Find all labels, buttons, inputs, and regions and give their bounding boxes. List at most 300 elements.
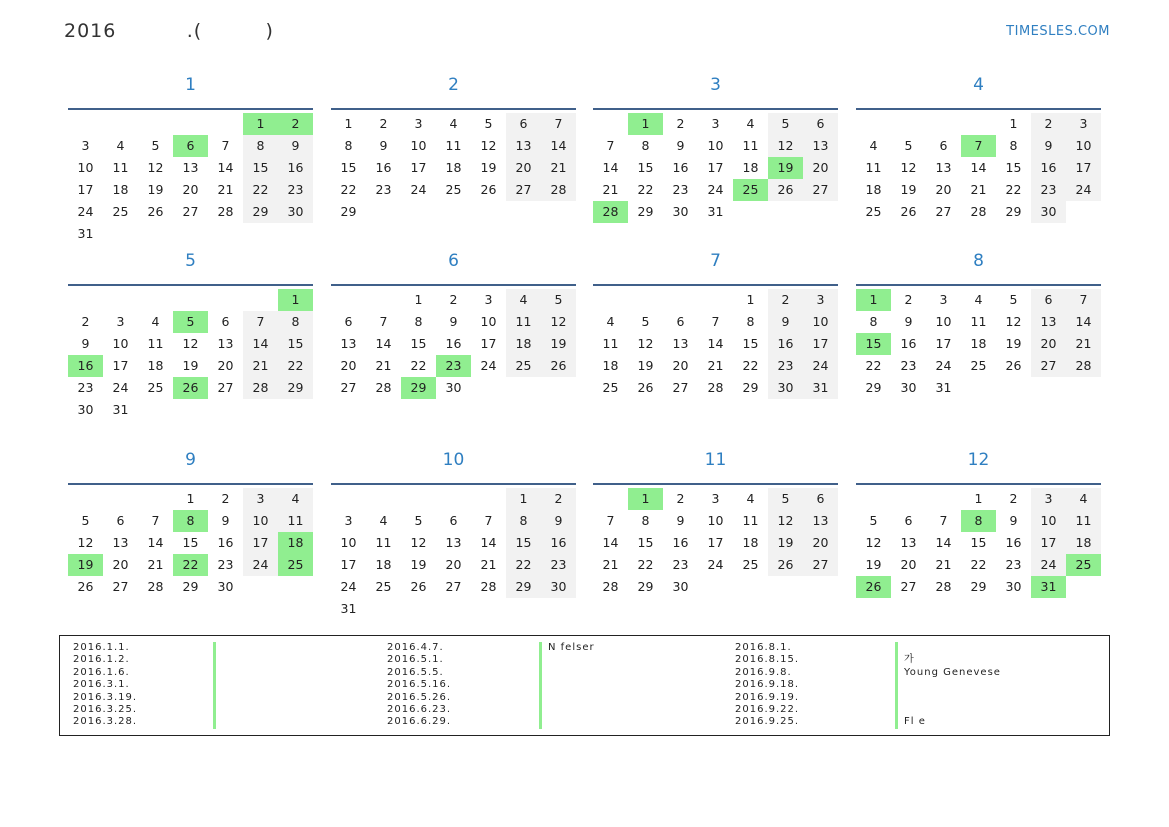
day-cell: 21: [541, 157, 576, 179]
day-cell: 19: [410, 557, 427, 572]
day-cell: 17: [243, 532, 278, 554]
day-cell: 1: [243, 113, 278, 135]
day-cell: 31: [707, 204, 724, 219]
day-cell: 23: [1005, 557, 1022, 572]
day-cell: 29: [401, 377, 436, 399]
day-cell: 7: [961, 135, 996, 157]
day-cell: 14: [1066, 311, 1101, 333]
day-cell: 9: [676, 138, 685, 153]
day-cell: 26: [541, 355, 576, 377]
day-cell: 29: [865, 380, 882, 395]
day-cell: 15: [856, 333, 891, 355]
day-cell: 3: [116, 314, 125, 329]
day-cell: 21: [243, 355, 278, 377]
day-cell: 26: [173, 377, 208, 399]
holiday-name: [904, 679, 1001, 691]
day-cell: 23: [768, 355, 803, 377]
day-cell: 9: [1031, 135, 1066, 157]
day-cell: 18: [112, 182, 129, 197]
day-cell: 24: [707, 557, 724, 572]
day-cell: 3: [243, 488, 278, 510]
day-blank: [138, 488, 173, 510]
day-cell: 3: [81, 138, 90, 153]
day-cell: 8: [641, 138, 650, 153]
day-cell: 20: [445, 557, 462, 572]
day-cell: 28: [480, 579, 497, 594]
day-cell: 20: [340, 358, 357, 373]
day-cell: 24: [1066, 179, 1101, 201]
day-cell: 25: [742, 557, 759, 572]
day-cell: 5: [641, 314, 650, 329]
day-cell: 17: [77, 182, 94, 197]
day-cell: 1: [186, 491, 195, 506]
day-cell: 30: [541, 576, 576, 598]
day-blank: [471, 488, 506, 510]
holiday-name: [548, 704, 595, 716]
day-cell: 27: [900, 579, 917, 594]
month-12: [856, 449, 1101, 598]
day-cell: 12: [147, 160, 164, 175]
day-cell: 15: [410, 336, 427, 351]
holiday-date: 2016.1.2.: [73, 654, 130, 666]
month-title: 5: [185, 251, 196, 271]
day-cell: 19: [182, 358, 199, 373]
day-cell: 13: [803, 135, 838, 157]
day-cell: 29: [637, 204, 654, 219]
day-cell: 14: [602, 535, 619, 550]
day-cell: 16: [768, 333, 803, 355]
day-cell: 5: [541, 289, 576, 311]
day-blank: [366, 289, 401, 311]
day-cell: 5: [151, 138, 160, 153]
day-cell: 10: [77, 160, 94, 175]
month-6: [331, 250, 576, 399]
day-cell: 17: [1031, 532, 1066, 554]
day-blank: [366, 488, 401, 510]
month-11: [593, 449, 838, 598]
day-cell: 8: [506, 510, 541, 532]
day-cell: 15: [1005, 160, 1022, 175]
day-cell: 11: [865, 160, 882, 175]
day-cell: 17: [340, 557, 357, 572]
month-rule: [593, 284, 838, 286]
day-blank: [103, 113, 138, 135]
day-blank: [891, 113, 926, 135]
day-blank: [68, 289, 103, 311]
day-cell: 9: [1009, 513, 1018, 528]
day-cell: 27: [340, 380, 357, 395]
day-cell: 8: [243, 135, 278, 157]
day-cell: 20: [935, 182, 952, 197]
day-cell: 6: [344, 314, 353, 329]
holiday-name: [904, 642, 1001, 654]
day-cell: 31: [935, 380, 952, 395]
holiday-name: Young Genevese: [904, 666, 1001, 678]
day-cell: 25: [865, 204, 882, 219]
month-title: 1: [185, 75, 196, 95]
day-cell: 21: [970, 182, 987, 197]
day-cell: 2: [278, 113, 313, 135]
day-cell: 23: [217, 557, 234, 572]
month-2: [331, 74, 576, 223]
day-cell: 17: [112, 358, 129, 373]
day-cell: 16: [445, 336, 462, 351]
holiday-date: 2016.8.1.: [735, 642, 792, 653]
holiday-date: 2016.3.25.: [73, 703, 138, 715]
day-cell: 27: [506, 179, 541, 201]
holiday-names-col-3: [904, 642, 1001, 729]
day-cell: 16: [900, 336, 917, 351]
day-cell: 23: [1031, 179, 1066, 201]
day-cell: 12: [541, 311, 576, 333]
day-cell: 12: [480, 138, 497, 153]
day-grid: [593, 488, 838, 598]
day-cell: 14: [602, 160, 619, 175]
page-title: 2016 .( ): [64, 20, 274, 42]
day-cell: 23: [77, 380, 94, 395]
day-cell: 24: [340, 579, 357, 594]
day-cell: 18: [278, 532, 313, 554]
day-blank: [103, 488, 138, 510]
day-cell: 29: [970, 579, 987, 594]
day-cell: 7: [221, 138, 230, 153]
holiday-date: 2016.9.25.: [735, 716, 800, 728]
day-cell: 3: [414, 116, 423, 131]
day-grid: [331, 113, 576, 223]
day-blank: [68, 113, 103, 135]
day-cell: 31: [1031, 576, 1066, 598]
day-cell: 21: [602, 557, 619, 572]
day-cell: 30: [900, 380, 917, 395]
day-cell: 15: [742, 336, 759, 351]
day-cell: 11: [112, 160, 129, 175]
holiday-date: 2016.5.5.: [387, 666, 444, 678]
day-cell: 8: [961, 510, 996, 532]
day-cell: 21: [1066, 333, 1101, 355]
day-grid: [331, 289, 576, 399]
day-cell: 12: [410, 535, 427, 550]
day-cell: 11: [445, 138, 462, 153]
month-3: [593, 74, 838, 223]
day-cell: 18: [445, 160, 462, 175]
day-cell: 29: [506, 576, 541, 598]
day-cell: 20: [1031, 333, 1066, 355]
day-cell: 24: [112, 380, 129, 395]
day-cell: 20: [182, 182, 199, 197]
day-cell: 5: [414, 513, 423, 528]
day-cell: 9: [221, 513, 230, 528]
day-cell: 31: [803, 377, 838, 399]
day-cell: 30: [768, 377, 803, 399]
day-cell: 5: [173, 311, 208, 333]
day-cell: 17: [410, 160, 427, 175]
day-cell: 16: [672, 160, 689, 175]
day-cell: 30: [77, 402, 94, 417]
day-cell: 27: [217, 380, 234, 395]
day-cell: 15: [637, 160, 654, 175]
day-cell: 21: [147, 557, 164, 572]
day-cell: 10: [243, 510, 278, 532]
day-cell: 22: [278, 355, 313, 377]
day-cell: 6: [506, 113, 541, 135]
day-cell: 10: [410, 138, 427, 153]
month-7: [593, 250, 838, 399]
day-cell: 30: [278, 201, 313, 223]
day-grid: [593, 289, 838, 399]
day-cell: 7: [541, 113, 576, 135]
day-cell: 18: [970, 336, 987, 351]
day-cell: 24: [707, 182, 724, 197]
day-cell: 15: [278, 333, 313, 355]
holiday-date: 2016.6.29.: [387, 716, 452, 728]
day-grid: [856, 488, 1101, 598]
month-title: 3: [710, 75, 721, 95]
day-cell: 13: [672, 336, 689, 351]
holiday-name: [548, 692, 595, 704]
day-cell: 8: [1009, 138, 1018, 153]
day-cell: 30: [217, 579, 234, 594]
day-cell: 23: [375, 182, 392, 197]
day-cell: 5: [81, 513, 90, 528]
day-cell: 13: [1031, 311, 1066, 333]
day-blank: [68, 488, 103, 510]
day-cell: 20: [672, 358, 689, 373]
day-blank: [173, 289, 208, 311]
day-cell: 22: [506, 554, 541, 576]
day-cell: 18: [1066, 532, 1101, 554]
month-title: 7: [710, 251, 721, 271]
day-cell: 22: [637, 182, 654, 197]
day-cell: 8: [641, 513, 650, 528]
site-link[interactable]: TIMESLES.COM: [1006, 24, 1110, 39]
day-cell: 8: [344, 138, 353, 153]
day-blank: [436, 488, 471, 510]
day-cell: 26: [410, 579, 427, 594]
day-cell: 27: [803, 179, 838, 201]
day-cell: 3: [711, 491, 720, 506]
day-cell: 14: [217, 160, 234, 175]
day-cell: 20: [217, 358, 234, 373]
day-grid: [856, 113, 1101, 223]
day-cell: 27: [112, 579, 129, 594]
day-cell: 29: [1005, 204, 1022, 219]
day-cell: 30: [672, 204, 689, 219]
day-cell: 19: [480, 160, 497, 175]
day-cell: 23: [541, 554, 576, 576]
day-cell: 1: [414, 292, 423, 307]
day-cell: 2: [221, 491, 230, 506]
day-cell: 14: [541, 135, 576, 157]
day-cell: 26: [637, 380, 654, 395]
day-cell: 12: [637, 336, 654, 351]
day-cell: 1: [974, 491, 983, 506]
day-cell: 4: [746, 491, 755, 506]
day-cell: 10: [935, 314, 952, 329]
day-cell: 10: [803, 311, 838, 333]
day-blank: [593, 289, 628, 311]
day-cell: 10: [707, 513, 724, 528]
day-cell: 22: [340, 182, 357, 197]
day-blank: [208, 289, 243, 311]
day-cell: 4: [151, 314, 160, 329]
day-cell: 11: [506, 311, 541, 333]
day-grid: [593, 113, 838, 223]
day-cell: 13: [935, 160, 952, 175]
day-cell: 11: [147, 336, 164, 351]
day-cell: 17: [707, 160, 724, 175]
day-cell: 18: [742, 535, 759, 550]
holiday-name: [548, 679, 595, 691]
day-cell: 24: [243, 554, 278, 576]
day-cell: 17: [1066, 157, 1101, 179]
day-cell: 1: [628, 488, 663, 510]
holiday-dates-col-2: [387, 642, 451, 729]
day-cell: 27: [935, 204, 952, 219]
day-cell: 20: [900, 557, 917, 572]
day-cell: 6: [173, 135, 208, 157]
day-cell: 5: [904, 138, 913, 153]
holiday-date: 2016.1.1.: [73, 642, 130, 653]
day-grid: [856, 289, 1101, 399]
day-cell: 1: [1009, 116, 1018, 131]
day-cell: 7: [379, 314, 388, 329]
holiday-name: [904, 704, 1001, 716]
day-cell: 16: [1031, 157, 1066, 179]
day-cell: 4: [1066, 488, 1101, 510]
day-cell: 25: [602, 380, 619, 395]
month-title: 10: [442, 450, 465, 470]
day-blank: [891, 488, 926, 510]
holiday-name: N felser: [548, 642, 595, 653]
day-cell: 9: [278, 135, 313, 157]
month-title: 8: [973, 251, 984, 271]
day-cell: 22: [970, 557, 987, 572]
day-cell: 4: [746, 116, 755, 131]
holiday-names-col-2: [548, 642, 595, 729]
month-title: 4: [973, 75, 984, 95]
holiday-divider: [539, 642, 542, 729]
day-cell: 12: [182, 336, 199, 351]
day-cell: 4: [506, 289, 541, 311]
day-cell: 20: [803, 532, 838, 554]
day-cell: 9: [449, 314, 458, 329]
holiday-name: 가: [904, 654, 915, 666]
month-8: [856, 250, 1101, 399]
day-cell: 9: [541, 510, 576, 532]
holiday-name: [548, 716, 595, 728]
day-cell: 3: [484, 292, 493, 307]
day-cell: 9: [379, 138, 388, 153]
day-cell: 22: [243, 179, 278, 201]
day-cell: 27: [672, 380, 689, 395]
month-4: [856, 74, 1101, 223]
day-cell: 3: [711, 116, 720, 131]
day-cell: 2: [676, 491, 685, 506]
day-cell: 7: [939, 513, 948, 528]
holiday-date: 2016.3.1.: [73, 679, 130, 691]
day-cell: 9: [768, 311, 803, 333]
holiday-date: 2016.4.7.: [387, 642, 444, 653]
day-cell: 4: [379, 513, 388, 528]
day-cell: 16: [375, 160, 392, 175]
day-cell: 19: [900, 182, 917, 197]
day-cell: 16: [1005, 535, 1022, 550]
day-cell: 2: [449, 292, 458, 307]
day-cell: 31: [112, 402, 129, 417]
day-blank: [926, 113, 961, 135]
day-cell: 19: [637, 358, 654, 373]
day-cell: 5: [869, 513, 878, 528]
day-cell: 25: [1066, 554, 1101, 576]
day-cell: 8: [278, 311, 313, 333]
holiday-dates-col-1: [73, 642, 137, 729]
day-blank: [331, 488, 366, 510]
day-cell: 16: [68, 355, 103, 377]
day-cell: 14: [970, 160, 987, 175]
day-blank: [138, 289, 173, 311]
holiday-date: 2016.3.28.: [73, 716, 138, 728]
day-cell: 1: [344, 116, 353, 131]
day-cell: 31: [340, 601, 357, 616]
day-cell: 6: [939, 138, 948, 153]
day-cell: 19: [1005, 336, 1022, 351]
day-cell: 29: [278, 377, 313, 399]
day-cell: 18: [506, 333, 541, 355]
day-blank: [628, 289, 663, 311]
day-cell: 6: [449, 513, 458, 528]
day-cell: 2: [379, 116, 388, 131]
day-cell: 18: [147, 358, 164, 373]
day-cell: 1: [506, 488, 541, 510]
day-blank: [243, 289, 278, 311]
day-cell: 2: [81, 314, 90, 329]
day-cell: 20: [506, 157, 541, 179]
day-cell: 7: [606, 513, 615, 528]
day-cell: 13: [340, 336, 357, 351]
day-cell: 4: [869, 138, 878, 153]
day-cell: 31: [77, 226, 94, 241]
day-cell: 28: [147, 579, 164, 594]
day-cell: 26: [480, 182, 497, 197]
day-cell: 23: [900, 358, 917, 373]
day-cell: 27: [1031, 355, 1066, 377]
day-cell: 29: [243, 201, 278, 223]
month-rule: [593, 483, 838, 485]
day-cell: 6: [676, 314, 685, 329]
day-cell: 30: [445, 380, 462, 395]
month-rule: [68, 108, 313, 110]
holiday-date: 2016.9.19.: [735, 691, 800, 703]
day-cell: 13: [900, 535, 917, 550]
day-blank: [856, 488, 891, 510]
day-cell: 11: [375, 535, 392, 550]
day-cell: 11: [1066, 510, 1101, 532]
day-cell: 26: [900, 204, 917, 219]
holiday-divider: [895, 642, 898, 729]
day-cell: 13: [803, 510, 838, 532]
day-cell: 1: [746, 292, 755, 307]
day-cell: 8: [869, 314, 878, 329]
day-cell: 6: [803, 488, 838, 510]
day-cell: 10: [480, 314, 497, 329]
holiday-date: 2016.5.1.: [387, 654, 444, 666]
day-cell: 9: [904, 314, 913, 329]
holiday-date: 2016.5.26.: [387, 691, 452, 703]
day-cell: 22: [173, 554, 208, 576]
day-cell: 14: [935, 535, 952, 550]
day-cell: 2: [676, 116, 685, 131]
holiday-divider: [213, 642, 216, 729]
